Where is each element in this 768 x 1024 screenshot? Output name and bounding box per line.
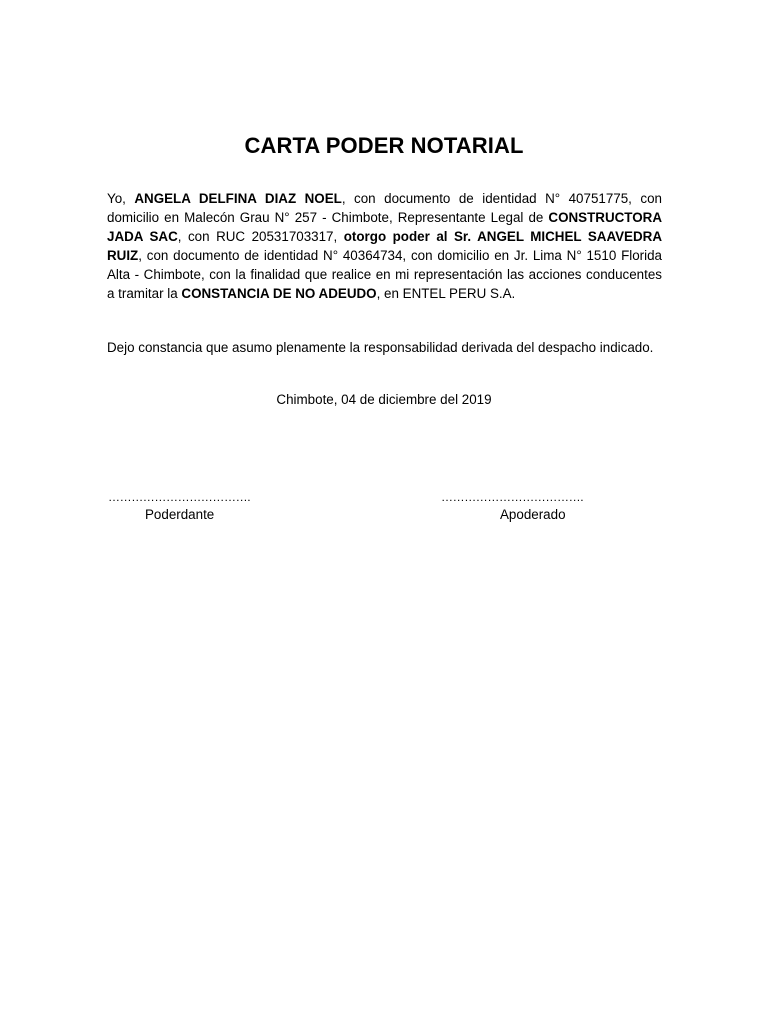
paragraph-text: , en ENTEL PERU S.A. <box>376 286 516 301</box>
signature-line-left: ………………………………. <box>108 490 251 504</box>
signature-line-right: ………………………………. <box>441 490 584 504</box>
power-of-attorney-paragraph <box>107 189 662 303</box>
grantor-name: ANGELA DELFINA DIAZ NOEL <box>134 191 342 206</box>
paragraph-text: , con RUC 20531703317, <box>177 229 344 244</box>
document-title: CARTA PODER NOTARIAL <box>244 133 524 158</box>
paragraph-text: , con documento de identidad N° 40364734, con domicilio en Jr. Lima N° 1510 Florida Alta - Chimbote, con la finalidad que realice en mi representación las acciones conducentes a tramitar la <box>107 248 662 301</box>
signature-label-grantor: Poderdante <box>145 507 215 522</box>
procedure-name: CONSTANCIA DE NO ADEUDO <box>181 286 377 301</box>
responsibility-paragraph: Dejo constancia que asumo plenamente la responsabilidad derivada del despacho indicado. <box>107 340 654 355</box>
company-name: CONSTRUCTORA JADA SAC <box>107 210 662 244</box>
paragraph-text: Yo, <box>107 191 135 206</box>
date-line: Chimbote, 04 de diciembre del 2019 <box>276 392 492 407</box>
paragraph-text: , con documento de identidad N° 40751775, con domicilio en Malecón Grau N° 257 - Chimbote, Representante Legal de <box>107 191 662 225</box>
attorney-grant: otorgo poder al Sr. ANGEL MICHEL SAAVEDRA RUIZ <box>107 229 663 263</box>
signature-label-attorney: Apoderado <box>500 507 566 522</box>
